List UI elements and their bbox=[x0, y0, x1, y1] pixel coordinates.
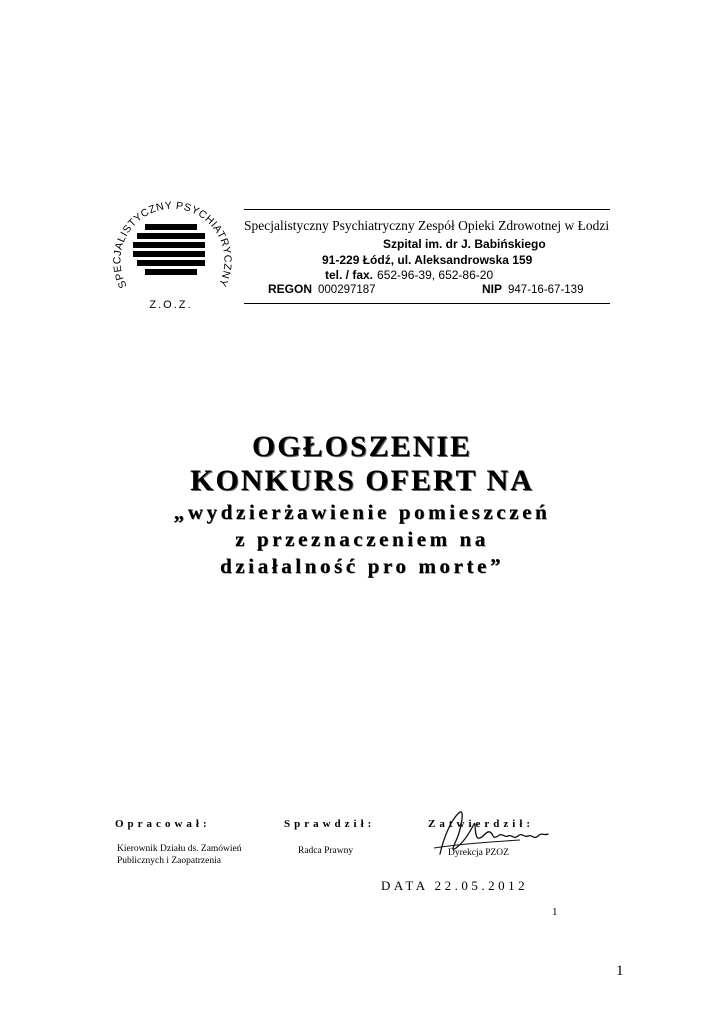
nip-value: 947-16-67-139 bbox=[508, 284, 584, 296]
phone-label: tel. / fax. bbox=[325, 268, 374, 282]
institution-logo bbox=[107, 188, 237, 318]
regon-label: REGON bbox=[268, 282, 313, 296]
regon-value: 000297187 bbox=[318, 284, 376, 296]
prepared-by: Kierownik Działu ds. Zamówień Publicznych i Zaopatrzenia bbox=[117, 844, 242, 866]
approved-label: Zatwierdził: bbox=[428, 818, 535, 830]
page-number: 1 bbox=[616, 963, 624, 979]
announcement-title bbox=[112, 430, 612, 579]
document-date: DATA 22.05.2012 bbox=[381, 878, 529, 893]
regon-line bbox=[268, 282, 376, 296]
checked-label: Sprawdził: bbox=[284, 818, 376, 830]
nip-label: NIP bbox=[482, 282, 503, 296]
title-line-5: działalność pro morte” bbox=[219, 554, 505, 578]
logo-arc-text: SPECJALISTYCZNY PSYCHIATRYCZNY bbox=[111, 199, 234, 290]
prepared-label: Opracował: bbox=[115, 818, 211, 830]
header-top-rule bbox=[244, 209, 610, 210]
hospital-name: Szpital im. dr J. Babińskiego bbox=[383, 237, 546, 251]
institution-name: Specjalistyczny Psychiatryczny Zespół Opieki Zdrowotnej w Łodzi bbox=[244, 218, 610, 233]
phone-line bbox=[325, 268, 493, 282]
checked-by: Radca Prawny bbox=[298, 846, 354, 856]
handwritten-signature bbox=[430, 806, 552, 860]
title-line-1: OGŁOSZENIE bbox=[251, 430, 473, 463]
approved-by: Dyrekcja PZOZ bbox=[448, 848, 509, 858]
header-bottom-rule bbox=[244, 303, 610, 304]
hospital-address: 91-229 Łódź, ul. Aleksandrowska 159 bbox=[322, 253, 533, 267]
title-line-3: „wydzierżawienie pomieszczeń bbox=[173, 500, 551, 524]
title-line-2: KONKURS OFERT NA bbox=[190, 464, 534, 497]
nip-line bbox=[482, 282, 583, 296]
page-number-inner: 1 bbox=[552, 906, 558, 918]
phone-value: 652-96-39, 652-86-20 bbox=[377, 268, 494, 282]
logo-bottom-text: Z.O.Z. bbox=[149, 299, 193, 311]
title-line-4: z przeznaczeniem na bbox=[235, 527, 489, 551]
